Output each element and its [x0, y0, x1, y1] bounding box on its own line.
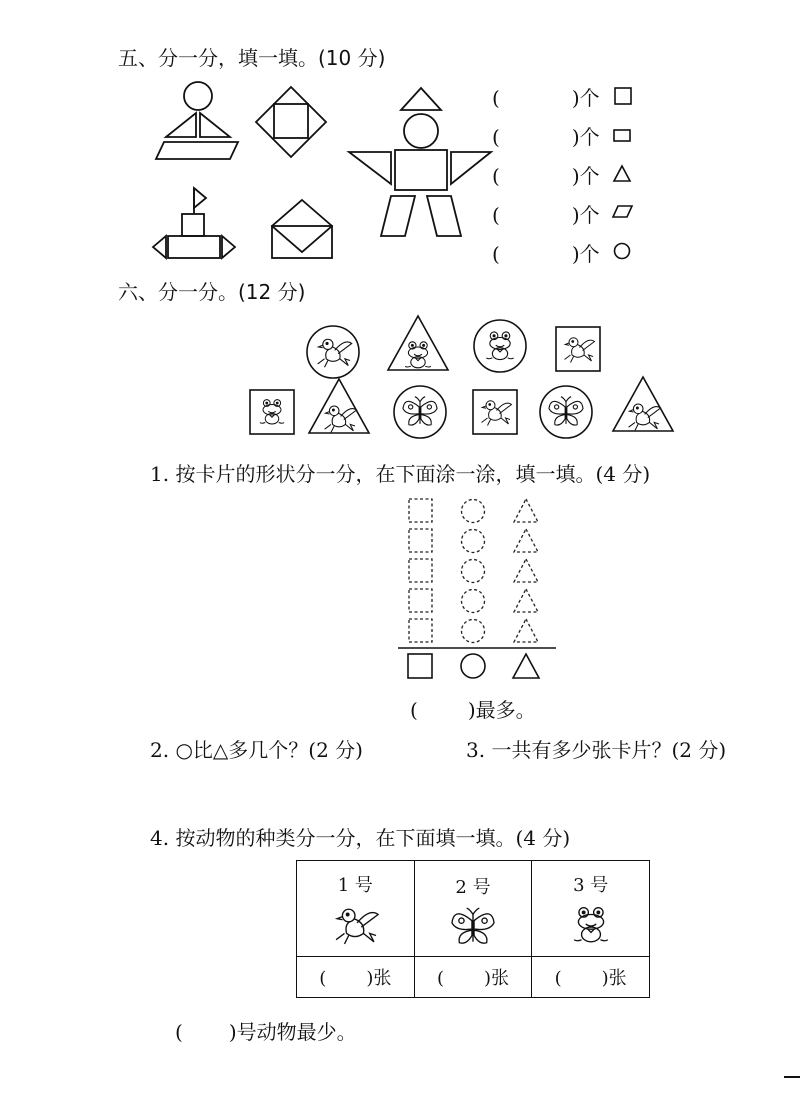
q1-answer[interactable]: ( )最多。	[410, 698, 536, 722]
table-header-2: 2 号	[455, 877, 491, 898]
grid-square	[409, 529, 432, 552]
grid-circle	[462, 530, 485, 553]
count-cell-3[interactable]: ( )张	[532, 957, 650, 998]
card-circle-butterfly	[394, 386, 446, 438]
card-square-bird	[556, 327, 600, 371]
answer-line-circle[interactable]: ( )个	[492, 242, 600, 266]
card-triangle-bird	[613, 377, 673, 431]
grid-triangle	[514, 619, 538, 642]
card-triangle-bird	[309, 379, 369, 433]
frog-icon	[561, 897, 621, 949]
question-2: 2. ○比△多几个？(2 分)	[150, 738, 363, 762]
grid-square	[409, 619, 432, 642]
question-1: 1. 按卡片的形状分一分，在下面涂一涂，填一填。(4 分)	[150, 462, 651, 486]
label-square	[408, 654, 432, 678]
grid-circle	[462, 500, 485, 523]
card-circle-frog	[474, 320, 526, 372]
grid-circle	[462, 620, 485, 643]
grid-square	[409, 499, 432, 522]
section5-heading: 五、分一分，填一填。(10 分)	[118, 46, 386, 70]
bird-icon	[325, 897, 385, 949]
answer-line-square[interactable]: ( )个	[492, 86, 600, 110]
grid-circle	[462, 560, 485, 583]
question-3: 3. 一共有多少张卡片？(2 分)	[466, 738, 727, 762]
grid-triangle	[514, 589, 538, 612]
grid-triangle	[514, 529, 538, 552]
grid-circle	[462, 590, 485, 613]
animal-table	[296, 860, 650, 998]
page-edge-mark	[784, 1076, 800, 1078]
table-col-3	[532, 861, 650, 957]
grid-triangle	[514, 559, 538, 582]
answer-line-triangle[interactable]: ( )个	[492, 164, 600, 188]
grid-square	[409, 589, 432, 612]
question-4: 4. 按动物的种类分一分，在下面填一填。(4 分)	[150, 826, 571, 850]
card-circle-butterfly	[540, 386, 592, 438]
final-answer[interactable]: ( )号动物最少。	[175, 1020, 357, 1044]
card-circle-bird	[307, 326, 359, 378]
grid-triangle	[514, 499, 538, 522]
butterfly-icon	[443, 899, 503, 951]
card-triangle-frog	[388, 316, 448, 370]
table-header-3: 3 号	[573, 875, 609, 896]
coloring-grid[interactable]	[396, 496, 566, 686]
table-col-2	[414, 861, 532, 957]
section6-heading: 六、分一分。(12 分)	[118, 280, 306, 304]
grid-square	[409, 559, 432, 582]
table-col-1	[297, 861, 415, 957]
label-triangle	[513, 654, 539, 678]
count-cell-1[interactable]: ( )张	[297, 957, 415, 998]
shape-cards	[0, 0, 800, 460]
card-square-bird	[473, 390, 517, 434]
table-header-1: 1 号	[337, 875, 373, 896]
card-square-frog	[250, 390, 294, 434]
count-cell-2[interactable]: ( )张	[414, 957, 532, 998]
label-circle	[461, 654, 485, 678]
answer-line-parallelogram[interactable]: ( )个	[492, 203, 600, 227]
answer-line-rectangle[interactable]: ( )个	[492, 125, 600, 149]
